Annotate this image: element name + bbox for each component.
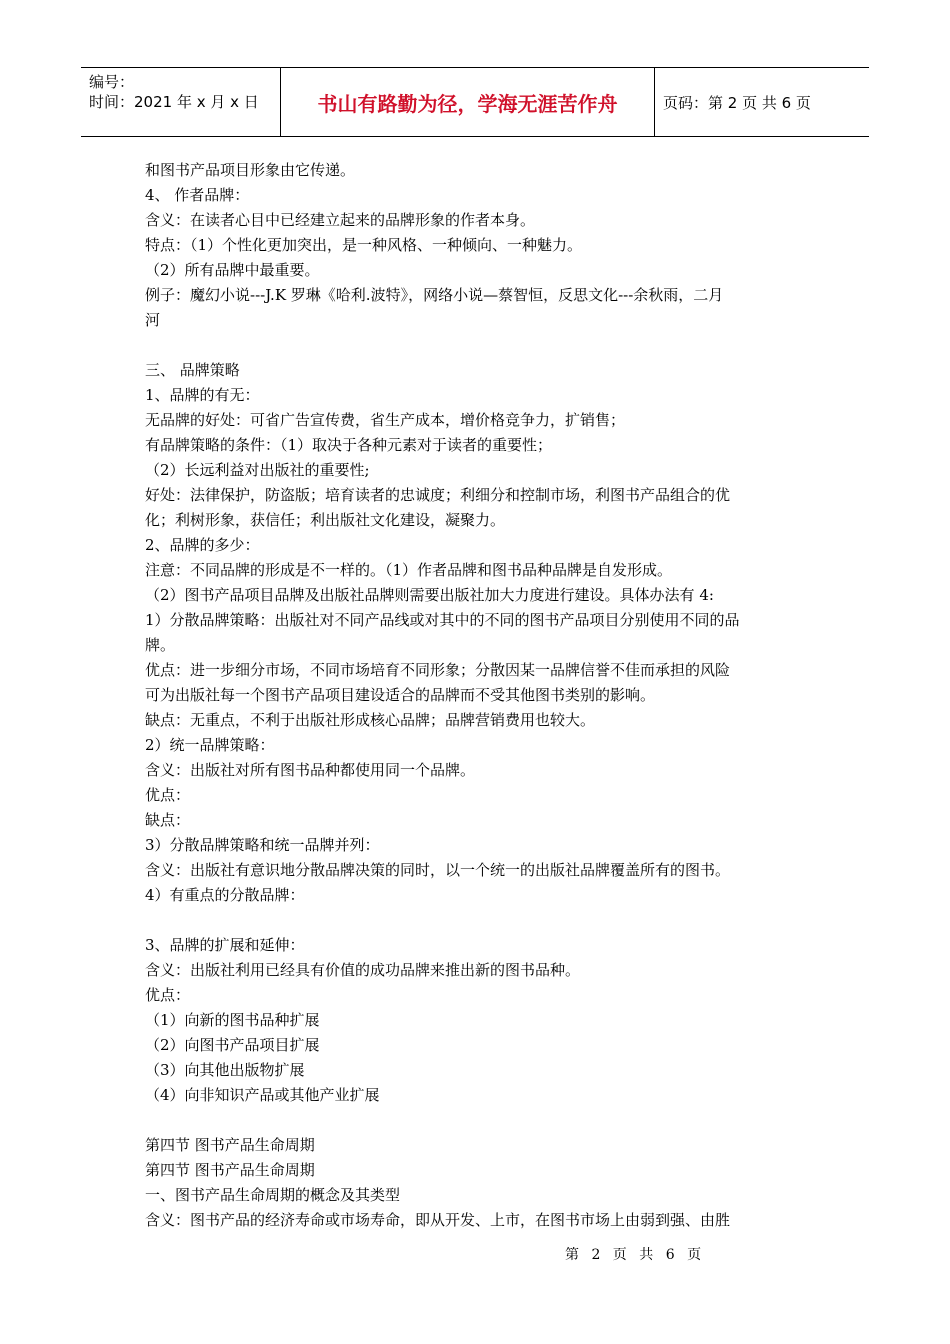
text-line: 4、 作者品牌： — [145, 186, 250, 204]
text-line: （2）长远利益对出版社的重要性; — [145, 461, 370, 479]
text-line: 4）有重点的分散品牌： — [145, 886, 305, 904]
text-line: 含义：在读者心目中已经建立起来的品牌形象的作者本身。 — [145, 211, 536, 229]
text-line: 优点：进一步细分市场，不同市场培育不同形象；分散因某一品牌信誉不佳而承担的风险 — [145, 661, 731, 679]
text-line: （2）所有品牌中最重要。 — [145, 261, 320, 279]
text-line: 1）分散品牌策略：出版社对不同产品线或对其中的不同的图书产品项目分别使用不同的品 — [145, 611, 740, 629]
text-line: （1）向新的图书品种扩展 — [145, 1011, 320, 1029]
header-page-info: 页码：第 2 页 共 6 页 — [663, 93, 811, 112]
document-body — [145, 158, 811, 1233]
text-line: （4）向非知识产品或其他产业扩展 — [145, 1086, 380, 1104]
text-line: 3）分散品牌策略和统一品牌并列： — [145, 836, 380, 854]
text-line: 3、品牌的扩展和延伸： — [145, 936, 305, 954]
page-header — [81, 67, 869, 137]
text-line: 有品牌策略的条件：（1）取决于各种元素对于读者的重要性； — [145, 436, 553, 454]
text-line: 注意：不同品牌的形成是不一样的。（1）作者品牌和图书品种品牌是自发形成。 — [145, 561, 673, 579]
text-line: 无品牌的好处：可省广告宣传费，省生产成本，增价格竞争力，扩销售； — [145, 411, 626, 429]
text-line: 特点：（1）个性化更加突出，是一种风格、一种倾向、一种魅力。 — [145, 236, 583, 254]
text-line: 缺点： — [145, 811, 191, 829]
text-line: 含义：出版社有意识地分散品牌决策的同时，以一个统一的出版社品牌覆盖所有的图书。 — [145, 861, 731, 879]
time-label: 时间：2021 年 x 月 x 日 — [89, 93, 259, 111]
text-line: 三、 品牌策略 — [145, 361, 240, 379]
text-line: 2、品牌的多少： — [145, 536, 260, 554]
text-line: 河 — [145, 311, 161, 329]
text-line: 化；利树形象，获信任；利出版社文化建设，凝聚力。 — [145, 511, 506, 529]
text-line: 第四节 图书产品生命周期 — [145, 1161, 315, 1179]
text-line: 含义：出版社利用已经具有价值的成功品牌来推出新的图书品种。 — [145, 961, 581, 979]
text-line: （2）图书产品项目品牌及出版社品牌则需要出版社加大力度进行建设。具体办法有 4: — [145, 586, 714, 604]
text-line: 2）统一品牌策略： — [145, 736, 275, 754]
blank-line — [145, 908, 811, 933]
text-line: （2）向图书产品项目扩展 — [145, 1036, 320, 1054]
text-line: 一、图书产品生命周期的概念及其类型 — [145, 1186, 401, 1204]
number-label: 编号： — [89, 73, 135, 91]
text-line: 优点： — [145, 986, 191, 1004]
text-line: 可为出版社每一个图书产品项目建设适合的品牌而不受其他图书类别的影响。 — [145, 686, 656, 704]
text-line: 缺点：无重点，不利于出版社形成核心品牌；品牌营销费用也较大。 — [145, 711, 596, 729]
page-footer: 第 2 页 共 6 页 — [565, 1247, 706, 1263]
text-line: 1、品牌的有无： — [145, 386, 260, 404]
text-line: 牌。 — [145, 636, 176, 654]
header-meta — [81, 68, 281, 136]
text-line: 含义：图书产品的经济寿命或市场寿命，即从开发、上市，在图书市场上由弱到强、由胜 — [145, 1211, 731, 1229]
text-line: 第四节 图书产品生命周期 — [145, 1136, 315, 1154]
text-line: 和图书产品项目形象由它传递。 — [145, 161, 356, 179]
blank-line — [145, 1108, 811, 1133]
header-motto: 书山有路勤为径，学海无涯苦作舟 — [281, 68, 655, 136]
text-line: （3）向其他出版物扩展 — [145, 1061, 305, 1079]
text-line: 优点： — [145, 786, 191, 804]
text-line: 好处：法律保护，防盗版；培育读者的忠诚度；利细分和控制市场，利图书产品组合的优 — [145, 486, 731, 504]
text-line: 含义：出版社对所有图书品种都使用同一个品牌。 — [145, 761, 476, 779]
blank-line — [145, 333, 811, 358]
text-line: 例子：魔幻小说---J.K 罗琳《哈利.波特》，网络小说—蔡智恒，反思文化---余秋雨，二月 — [145, 286, 724, 304]
